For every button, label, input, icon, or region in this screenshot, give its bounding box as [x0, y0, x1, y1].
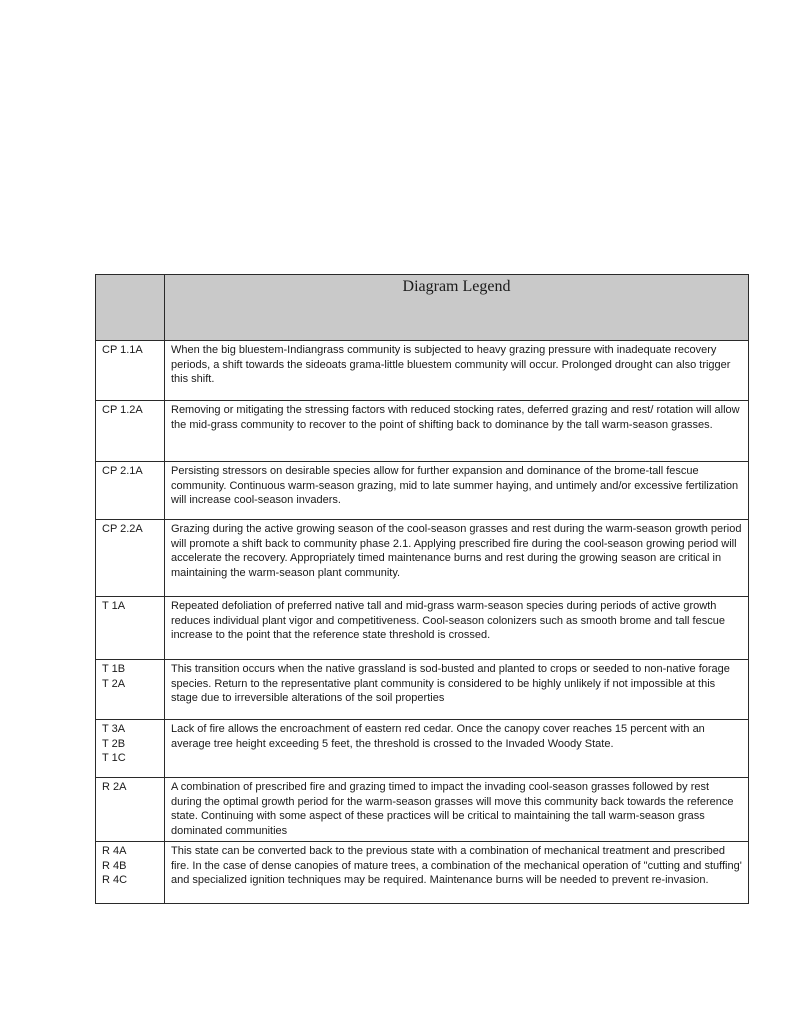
legend-description: This transition occurs when the native grassland is sod-busted and planted to crops or seeded to non-native forage species. Return to the representative plant community is considered to be highly unlikely if not impossible at this stage due to irreversible alterations of the soil properties: [165, 660, 749, 720]
legend-code: CP 1.1A: [96, 341, 165, 401]
legend-row: [96, 660, 749, 720]
legend-description: A combination of prescribed fire and grazing timed to impact the invading cool-season grasses followed by rest during the optimal growth period for the warm-season grasses will move this community back towards the reference state. Continuing with some aspect of these practices will be critical to maintaining the tall warm-season grass dominated communities: [165, 778, 749, 842]
legend-row: [96, 720, 749, 778]
legend-code: CP 2.2A: [96, 520, 165, 597]
legend-code: CP 1.2A: [96, 401, 165, 462]
legend-description: When the big bluestem-Indiangrass community is subjected to heavy grazing pressure with inadequate recovery periods, a shift towards the sideoats grama-little bluestem community will occur. Prolonged drought can also trigger this shift.: [165, 341, 749, 401]
legend-code: T 3A T 2B T 1C: [96, 720, 165, 778]
legend-header-blank-cell: [96, 275, 165, 341]
legend-row: [96, 462, 749, 520]
legend-row: [96, 778, 749, 842]
legend-row: [96, 520, 749, 597]
legend-description: Removing or mitigating the stressing factors with reduced stocking rates, deferred grazing and rest/ rotation will allow the mid-grass community to recover to the point of shifting back to dominance by the tall warm-season grasses.: [165, 401, 749, 462]
legend-description: Repeated defoliation of preferred native tall and mid-grass warm-season species during periods of active growth reduces individual plant vigor and competitiveness. Cool-season colonizers such as smooth brome and tall fescue increase to the point that the reference state threshold is crossed.: [165, 597, 749, 660]
legend-title: Diagram Legend: [165, 275, 749, 341]
legend-code: R 4A R 4B R 4C: [96, 842, 165, 904]
legend-description: Grazing during the active growing season of the cool-season grasses and rest during the warm-season growth period will promote a shift back to community phase 2.1. Applying prescribed fire during the cool-season growing period will accelerate the recovery. Appropriately timed maintenance burns and rest during the growing season are critical in maintaining the warm-season plant community.: [165, 520, 749, 597]
legend-row: [96, 401, 749, 462]
legend-row: [96, 597, 749, 660]
legend-description: Persisting stressors on desirable species allow for further expansion and dominance of the brome-tall fescue community. Continuous warm-season grazing, mid to late summer haying, and untimely and/or excessive fertilization will increase cool-season invaders.: [165, 462, 749, 520]
diagram-legend-table: [95, 274, 749, 904]
legend-description: This state can be converted back to the previous state with a combination of mechanical treatment and prescribed fire. In the case of dense canopies of mature trees, a combination of the mechanical operation of "cutting and stuffing' and specialized ignition techniques may be required. Maintenance burns will be needed to prevent re-invasion.: [165, 842, 749, 904]
legend-row: [96, 341, 749, 401]
legend-description: Lack of fire allows the encroachment of eastern red cedar. Once the canopy cover reaches 15 percent with an average tree height exceeding 5 feet, the threshold is crossed to the Invaded Woody State.: [165, 720, 749, 778]
legend-code: T 1B T 2A: [96, 660, 165, 720]
legend-code: CP 2.1A: [96, 462, 165, 520]
legend-code: R 2A: [96, 778, 165, 842]
legend-row: [96, 842, 749, 904]
legend-header-row: [96, 275, 749, 341]
legend-code: T 1A: [96, 597, 165, 660]
